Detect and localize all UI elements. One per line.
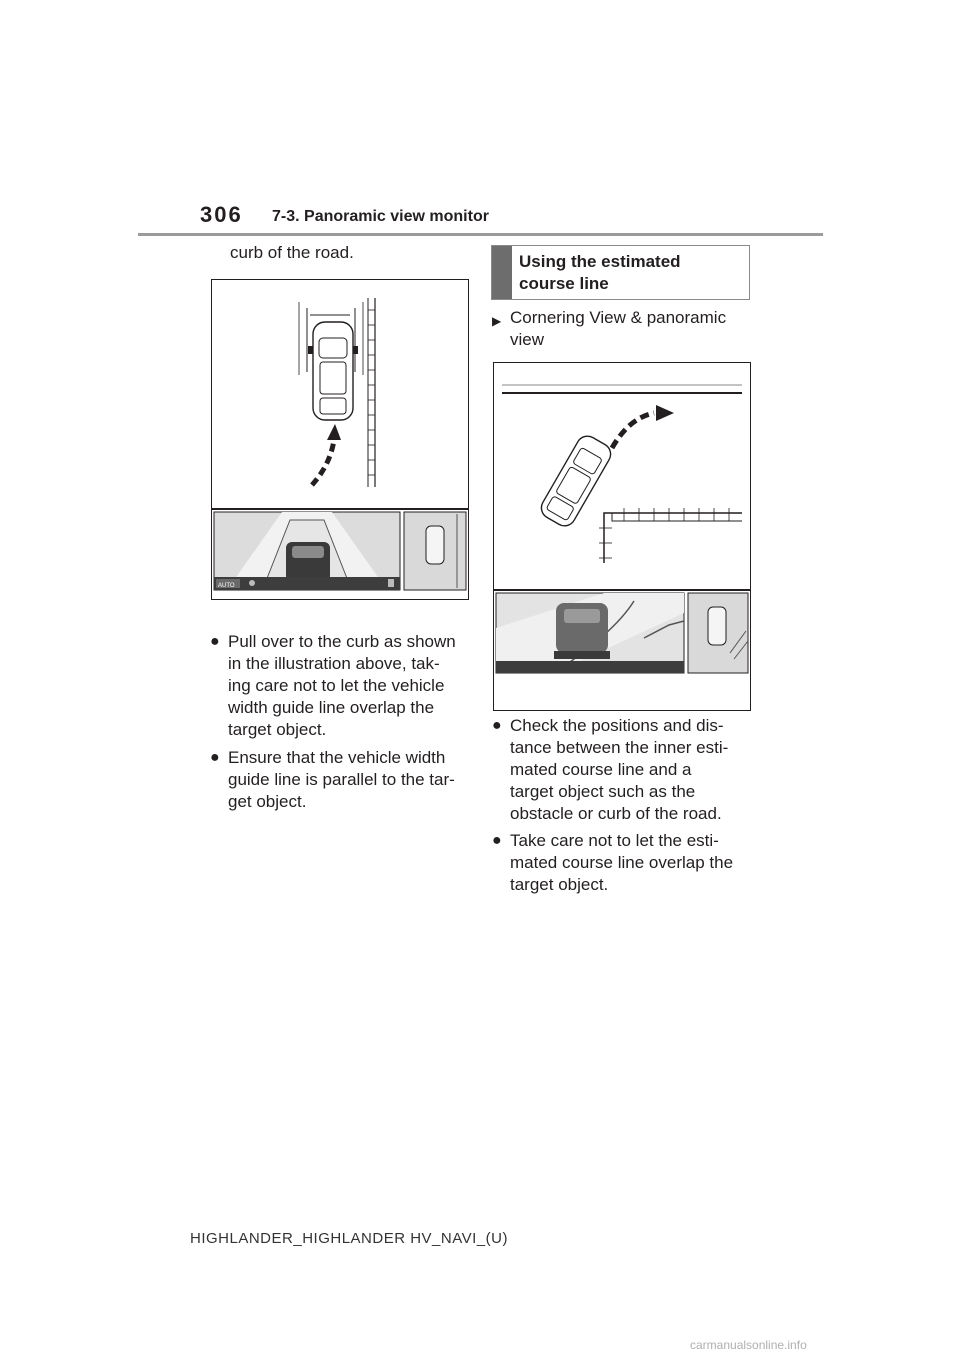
bullet-icon: ●: [492, 717, 502, 734]
page-footer: HIGHLANDER_HIGHLANDER HV_NAVI_(U): [190, 1230, 508, 1247]
bullet-icon: ●: [210, 749, 220, 766]
bullet-icon: ●: [492, 832, 502, 849]
figure-parking-guide-lines: [211, 279, 469, 600]
subsection-heading: Using the estimated course line: [491, 245, 750, 300]
continued-paragraph: curb of the road.: [230, 243, 354, 262]
bullet-icon: ●: [210, 633, 220, 650]
list-item: ● Pull over to the curb as shown in the illustration above, tak- ing care not to let the vehicle width guide line overlap the target object.: [210, 632, 456, 739]
header-rule: [138, 233, 823, 236]
list-item: ● Take care not to let the esti- mated course line overlap the target object.: [492, 831, 734, 894]
heading-tab: [492, 246, 512, 299]
auto-button-label: AUTO: [218, 583, 235, 589]
list-item: ● Ensure that the vehicle width guide line is parallel to the tar- get object.: [210, 748, 455, 811]
triangle-marker-icon: ▶: [492, 314, 502, 328]
watermark: carmanualsonline.info: [690, 1338, 807, 1352]
list-item: ● Check the positions and dis- tance between the inner esti- mated course line and a target object such as the obstacle or curb of the road.: [492, 716, 729, 823]
figure-estimated-course-line: [493, 362, 751, 711]
view-item: ▶ Cornering View & panoramic view: [492, 308, 727, 349]
page-number: 306: [200, 202, 243, 227]
section-title: 7-3. Panoramic view monitor: [272, 208, 489, 225]
